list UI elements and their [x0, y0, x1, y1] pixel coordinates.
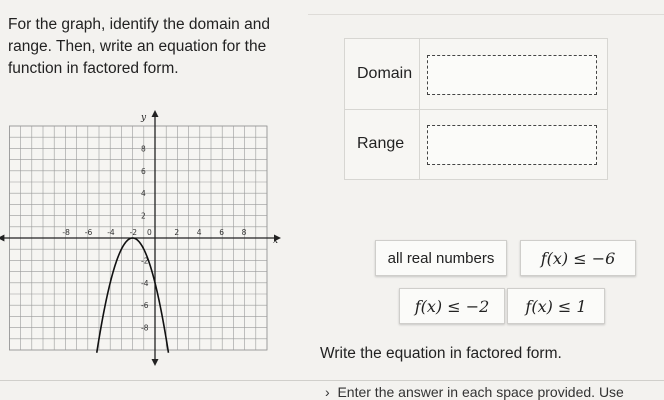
y-axis-label: y [141, 113, 147, 123]
y-axis-arrow-down [152, 359, 159, 366]
y-axis-arrow-up [152, 110, 159, 117]
answer-choices [375, 236, 637, 326]
x-tick-label: 8 [241, 228, 247, 237]
choice-fx-le-neg6-text: f(x) ≤ −6 [540, 248, 616, 268]
y-tick-label: -2 [141, 256, 149, 266]
bottom-divider [0, 380, 664, 381]
choice-fx-le-1[interactable] [507, 288, 605, 324]
x-tick-label: 2 [174, 228, 180, 237]
question-prompt: For the graph, identify the domain and range. Then, write an equation for the function in factored form. [8, 16, 270, 77]
x-tick-label: 0 [147, 228, 152, 237]
y-tick-label: 2 [141, 211, 146, 221]
choice-fx-le-1-text: f(x) ≤ 1 [525, 296, 587, 316]
top-divider [308, 14, 664, 15]
y-tick-label: 6 [141, 166, 146, 176]
x-tick-label: -4 [107, 228, 115, 237]
choice-fx-le-neg6[interactable] [520, 240, 636, 276]
x-axis-label: x [273, 236, 279, 246]
x-tick-label: 6 [219, 228, 224, 237]
y-tick-label: -6 [141, 301, 149, 311]
x-tick-label: -8 [62, 228, 70, 237]
factored-form-label: Write the equation in factored form. [320, 345, 562, 362]
x-tick-label: 4 [196, 228, 202, 237]
domain-label: Domain [357, 65, 413, 82]
choice-fx-le-neg2-text: f(x) ≤ −2 [414, 296, 490, 316]
y-tick-label: -4 [141, 278, 149, 288]
graph-svg [0, 95, 300, 370]
y-tick-label: -8 [141, 323, 149, 333]
x-tick-label: -6 [84, 228, 93, 237]
coordinate-graph [0, 95, 300, 370]
entry-hint-text: Enter the answer in each space provided. Use [337, 384, 624, 400]
choice-fx-le-neg2[interactable] [399, 288, 505, 324]
range-drop-box[interactable] [427, 125, 597, 165]
y-tick-label: 4 [141, 189, 146, 199]
domain-drop-box[interactable] [427, 55, 597, 95]
x-axis-arrow-left [0, 235, 4, 242]
range-label: Range [357, 135, 405, 152]
choice-all-real-numbers[interactable] [375, 240, 507, 276]
choice-all-real-numbers-text: all real numbers [387, 249, 495, 267]
answer-table [344, 38, 608, 180]
x-tick-label: -2 [129, 228, 138, 237]
y-tick-label: 8 [141, 144, 146, 154]
table-divider-horizontal [345, 109, 607, 110]
entry-hint: › Enter the answer in each space provided. Use [325, 384, 624, 400]
